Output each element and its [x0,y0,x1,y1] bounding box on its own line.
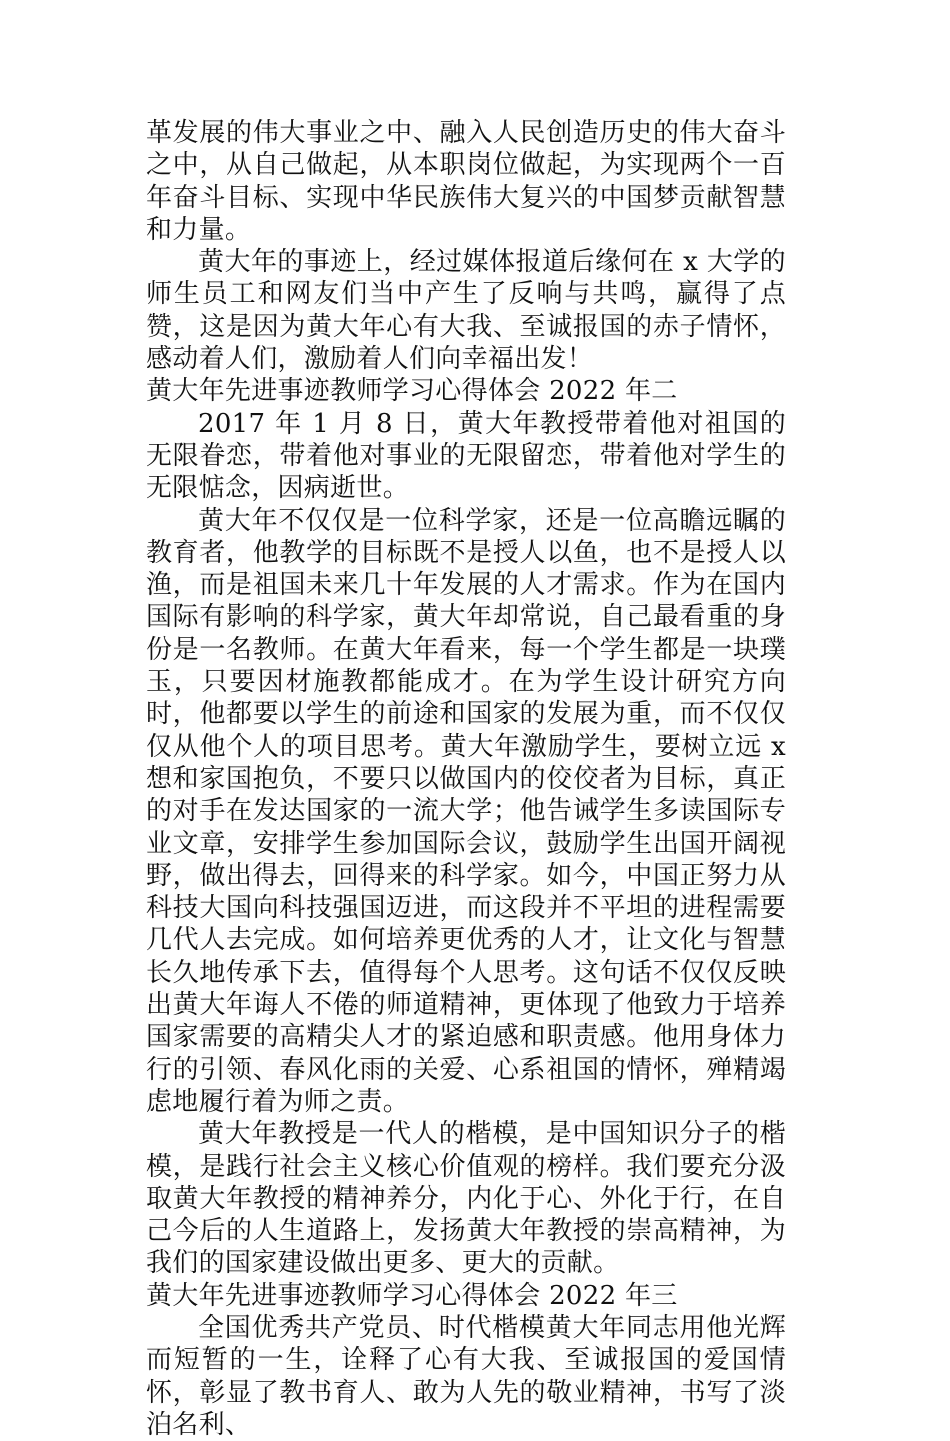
paragraph-role-model: 黄大年教授是一代人的楷模，是中国知识分子的楷模，是践行社会主义核心价值观的榜样。我们要充分汲取黄大年教授的精神养分，内化于心、外化于行，在自己今后的人生道路上，发扬黄大年教授的崇高精神，为我们的国家建设做出更多、更大的贡献。 [146,1119,786,1279]
paragraph-continuation: 革发展的伟大事业之中、融入人民创造历史的伟大奋斗之中，从自己做起，从本职岗位做起，为实现两个一百年奋斗目标、实现中华民族伟大复兴的中国梦贡献智慧和力量。 [146,118,786,245]
section-heading-three: 黄大年先进事迹教师学习心得体会 2022 年三 [146,1280,678,1311]
section-heading-two: 黄大年先进事迹教师学习心得体会 2022 年二 [146,376,678,407]
paragraph-resonance: 黄大年的事迹上，经过媒体报道后缘何在 x 大学的师生员工和网友们当中产生了反响与共鸣，赢得了点赞，这是因为黄大年心有大我、至诚报国的赤子情怀，感动着人们，激励着人们向幸福出发！ [146,247,786,375]
paragraph-educator: 黄大年不仅仅是一位科学家，还是一位高瞻远瞩的教育者，他教学的目标既不是授人以鱼，也不是授人以渔，而是祖国未来几十年发展的人才需求。作为在国内国际有影响的科学家，黄大年却常说，自己最看重的身份是一名教师。在黄大年看来，每一个学生都是一块璞玉，只要因材施教都能成才。在为学生设计研究方向时，他都要以学生的前途和国家的发展为重，而不仅仅仅从他个人的项目思考。黄大年激励学生，要树立远 x 想和家国抱负，不要只以做国内的佼佼者为目标，真正的对手在发达国家的一流大学；他告诫学生多读国际专业文章，安排学生参加国际会议，鼓励学生出国开阔视野，做出得去，回得来的科学家。如今，中国正努力从科技大国向科技强国迈进，而这段并不平坦的进程需要几代人去完成。如何培养更优秀的人才，让文化与智慧长久地传承下去，值得每个人思考。这句话不仅仅反映出黄大年诲人不倦的师道精神，更体现了他致力于培养国家需要的高精尖人才的紧迫感和职责感。他用身体力行的引领、春风化雨的关爱、心系祖国的情怀，殚精竭虑地履行着为师之责。 [146,505,786,1117]
document-page [146,117,786,1441]
paragraph-section-three-intro: 全国优秀共产党员、时代楷模黄大年同志用他光辉而短暂的一生，诠释了心有大我、至诚报国的爱国情怀，彰显了教书育人、敢为人先的敬业精神，书写了淡泊名利、 [146,1312,786,1440]
paragraph-passing: 2017 年 1 月 8 日，黄大年教授带着他对祖国的无限眷恋，带着他对事业的无限留恋，带着他对学生的无限惦念，因病逝世。 [146,408,786,504]
